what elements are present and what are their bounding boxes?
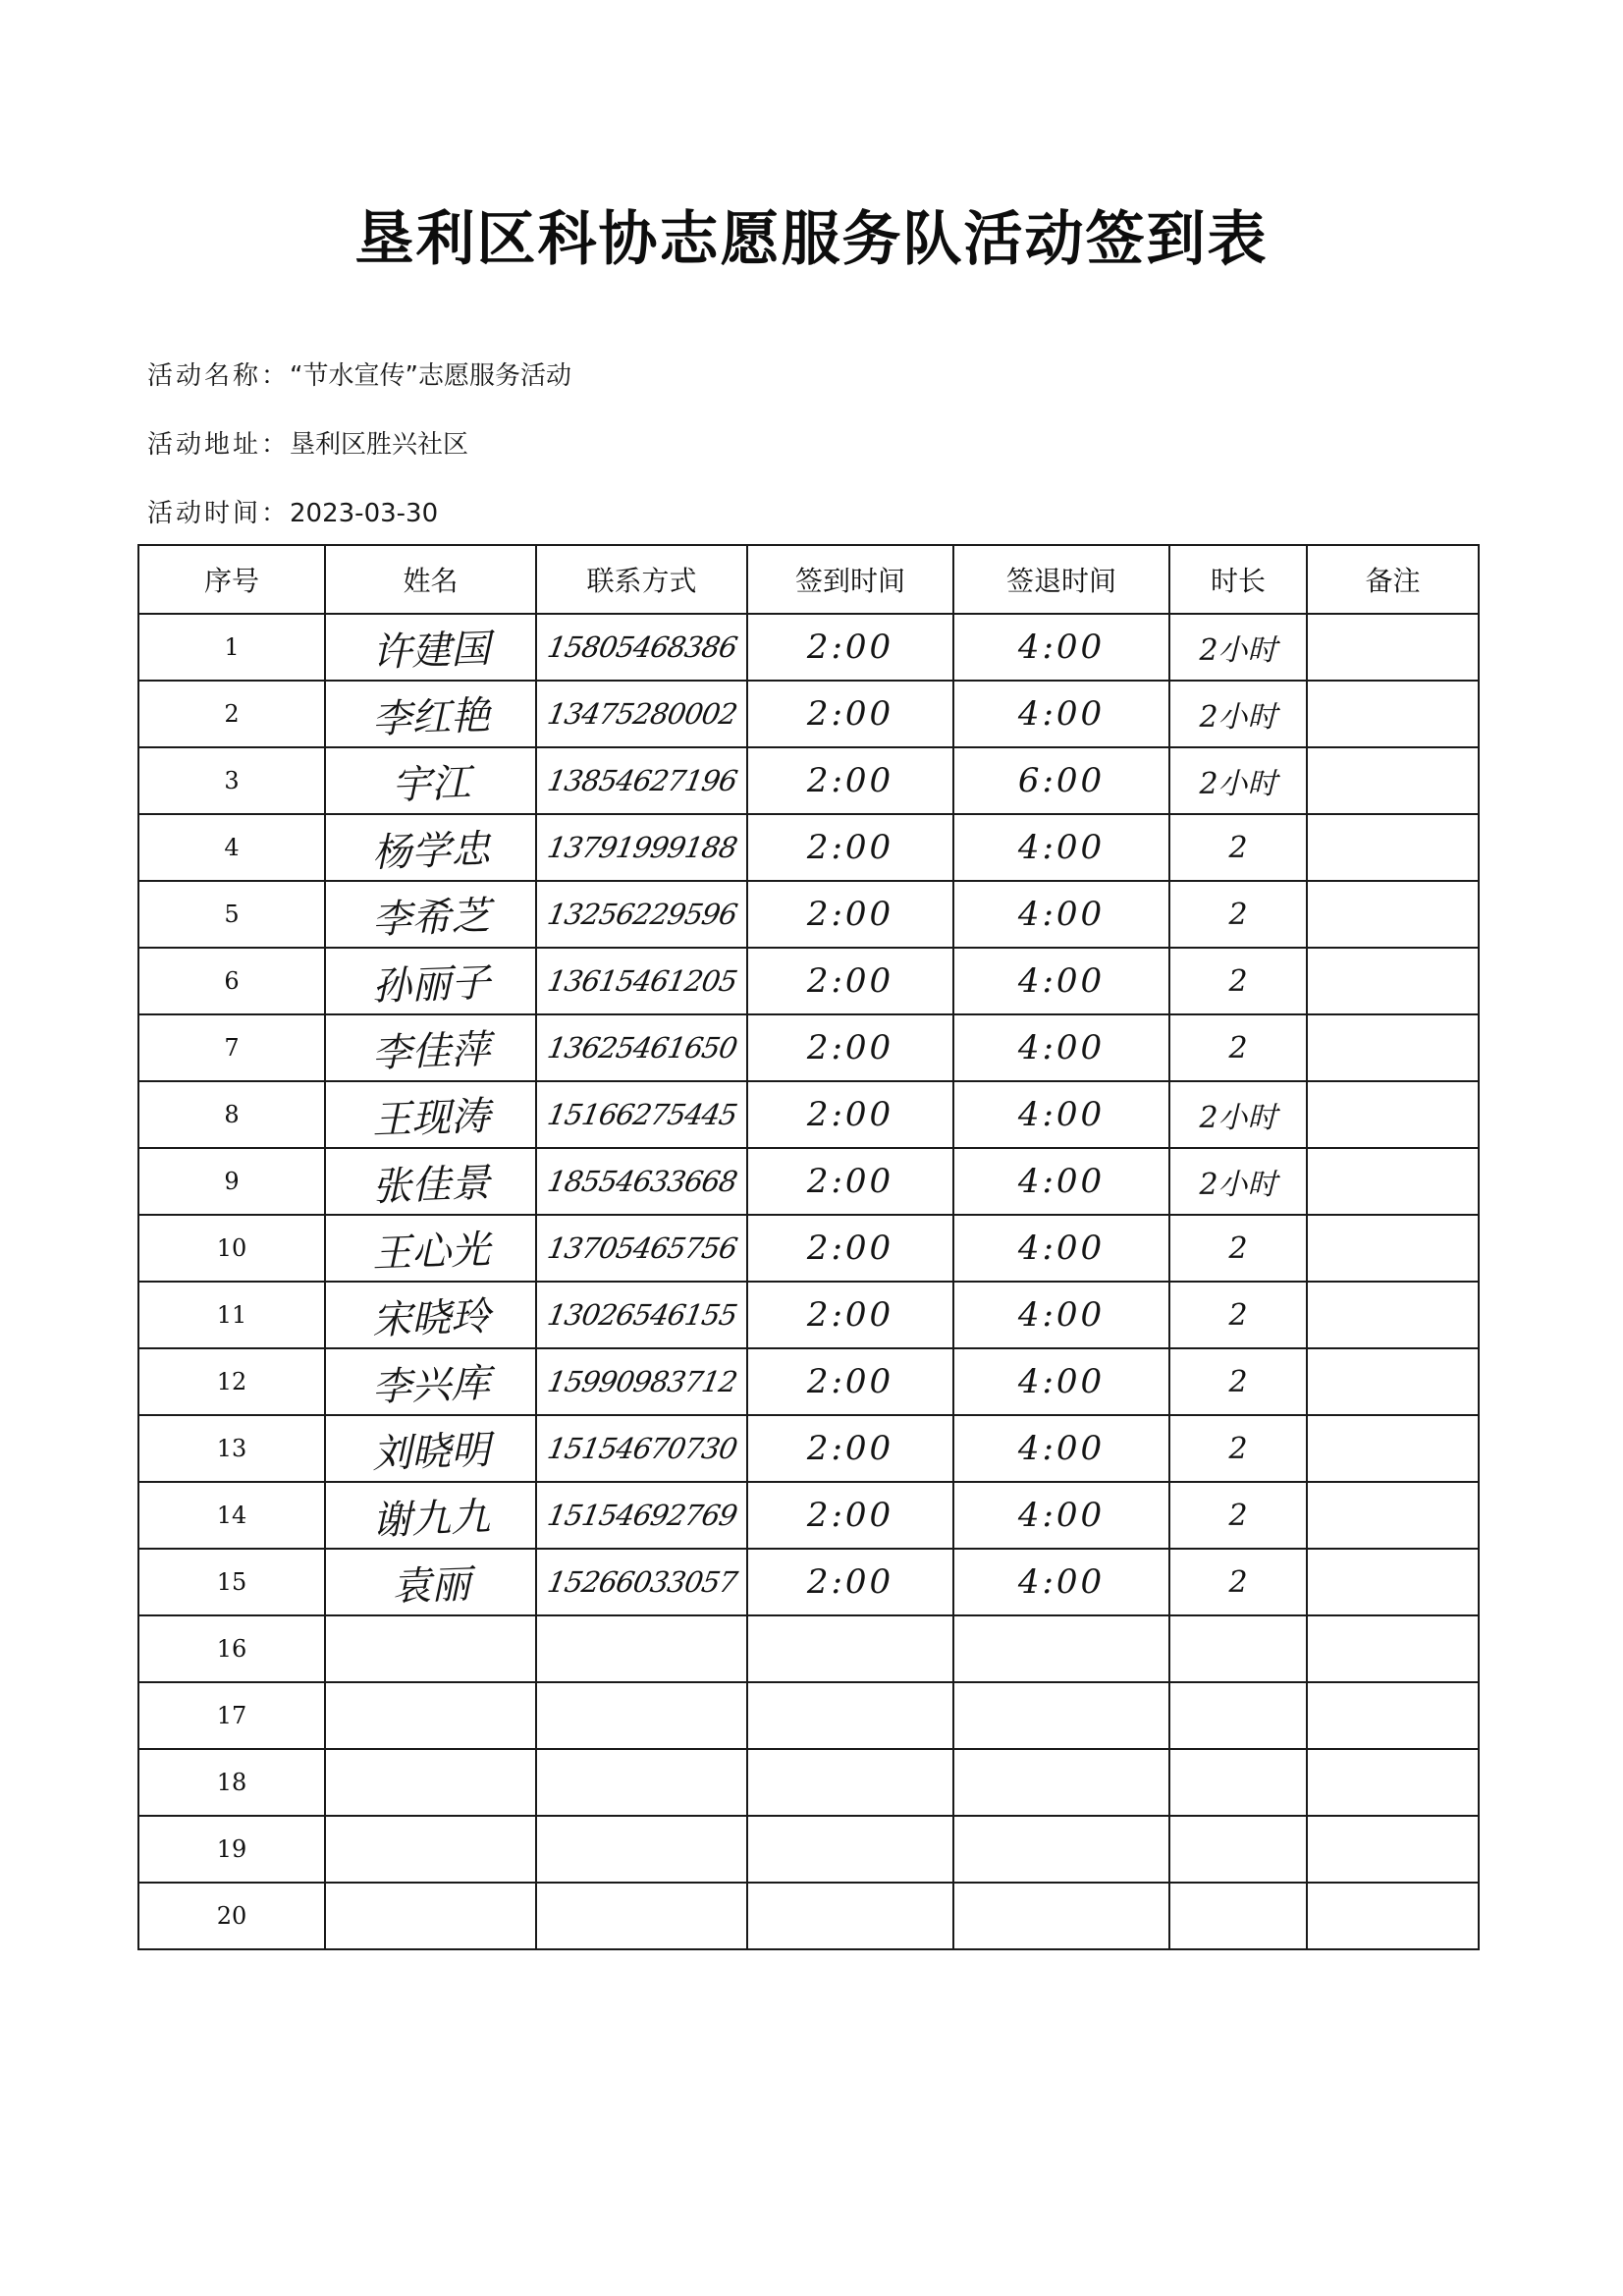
activity-name-line bbox=[147, 355, 571, 392]
cell-name-text: 张佳景 bbox=[370, 1160, 491, 1210]
table-row bbox=[138, 1148, 1479, 1215]
cell-duration-text: 2 bbox=[1228, 963, 1248, 999]
cell-seq: 10 bbox=[138, 1215, 325, 1282]
header-phone: 联系方式 bbox=[536, 545, 747, 614]
table-row bbox=[138, 1215, 1479, 1282]
cell-sign-in-time-text: 2:00 bbox=[806, 628, 894, 667]
cell-sign-in-time bbox=[747, 1549, 953, 1615]
cell-remark bbox=[1307, 1081, 1479, 1148]
cell-sign-out-time bbox=[953, 1883, 1169, 1949]
cell-sign-out-time bbox=[953, 1749, 1169, 1816]
header-seq: 序号 bbox=[138, 545, 325, 614]
cell-phone-text: 15166275445 bbox=[544, 1098, 739, 1131]
cell-sign-in-time bbox=[747, 1215, 953, 1282]
cell-sign-in-time-text: 2:00 bbox=[806, 1028, 894, 1067]
cell-remark bbox=[1307, 1148, 1479, 1215]
cell-phone-text: 13854627196 bbox=[544, 764, 739, 797]
cell-sign-out-time bbox=[953, 1348, 1169, 1415]
table-row bbox=[138, 1348, 1479, 1415]
cell-sign-in-time-text: 2:00 bbox=[806, 1562, 894, 1602]
cell-name bbox=[325, 614, 536, 681]
cell-remark bbox=[1307, 1749, 1479, 1816]
activity-address-line bbox=[147, 424, 468, 461]
cell-phone bbox=[536, 1215, 747, 1282]
cell-sign-out-time bbox=[953, 1148, 1169, 1215]
cell-sign-in-time-text: 2:00 bbox=[806, 1362, 894, 1401]
table-row bbox=[138, 948, 1479, 1014]
cell-name-text: 李红艳 bbox=[370, 692, 491, 742]
cell-remark bbox=[1307, 1615, 1479, 1682]
cell-sign-in-time bbox=[747, 1415, 953, 1482]
cell-remark bbox=[1307, 948, 1479, 1014]
cell-sign-out-time bbox=[953, 1816, 1169, 1883]
cell-seq: 17 bbox=[138, 1682, 325, 1749]
cell-sign-in-time bbox=[747, 948, 953, 1014]
cell-sign-out-time-text: 4:00 bbox=[1017, 1028, 1106, 1067]
cell-sign-in-time bbox=[747, 1883, 953, 1949]
cell-sign-in-time-text: 2:00 bbox=[806, 694, 894, 734]
cell-duration-text: 2小时 bbox=[1199, 1168, 1277, 1202]
cell-sign-in-time-text: 2:00 bbox=[806, 1295, 894, 1335]
activity-time-label: 活动时间： bbox=[147, 499, 291, 528]
table-row bbox=[138, 1749, 1479, 1816]
page-title: 垦利区科协志愿服务队活动签到表 bbox=[354, 205, 1269, 274]
cell-name bbox=[325, 1282, 536, 1348]
activity-time-value: 2023-03-30 bbox=[290, 499, 439, 528]
cell-duration bbox=[1169, 1749, 1307, 1816]
cell-sign-in-time bbox=[747, 1682, 953, 1749]
cell-name bbox=[325, 1816, 536, 1883]
cell-sign-out-time bbox=[953, 1282, 1169, 1348]
cell-remark bbox=[1307, 1215, 1479, 1282]
cell-name-text: 王心光 bbox=[370, 1227, 491, 1277]
cell-phone-text: 15154670730 bbox=[544, 1432, 739, 1465]
cell-phone bbox=[536, 1816, 747, 1883]
cell-sign-out-time-text: 4:00 bbox=[1017, 961, 1106, 1001]
cell-name-text: 许建国 bbox=[370, 626, 491, 676]
cell-phone bbox=[536, 1348, 747, 1415]
cell-sign-in-time-text: 2:00 bbox=[806, 1496, 894, 1535]
cell-sign-in-time bbox=[747, 747, 953, 814]
cell-duration-text: 2 bbox=[1228, 1030, 1248, 1066]
cell-remark bbox=[1307, 1415, 1479, 1482]
table-row bbox=[138, 1482, 1479, 1549]
cell-duration-text: 2小时 bbox=[1199, 633, 1277, 668]
cell-sign-out-time bbox=[953, 1215, 1169, 1282]
activity-name-value: “节水宣传”志愿服务活动 bbox=[290, 361, 571, 391]
cell-sign-out-time-text: 4:00 bbox=[1017, 694, 1106, 734]
table-row bbox=[138, 614, 1479, 681]
table-row bbox=[138, 1816, 1479, 1883]
cell-name bbox=[325, 1482, 536, 1549]
cell-name-text: 王现涛 bbox=[370, 1093, 491, 1143]
cell-duration bbox=[1169, 1816, 1307, 1883]
table-row bbox=[138, 681, 1479, 747]
cell-sign-in-time-text: 2:00 bbox=[806, 895, 894, 934]
cell-seq: 13 bbox=[138, 1415, 325, 1482]
cell-remark bbox=[1307, 1014, 1479, 1081]
header-name: 姓名 bbox=[325, 545, 536, 614]
table-header-row bbox=[138, 545, 1479, 614]
cell-sign-out-time-text: 4:00 bbox=[1017, 1496, 1106, 1535]
cell-duration bbox=[1169, 681, 1307, 747]
activity-time-line bbox=[147, 493, 438, 529]
cell-sign-out-time bbox=[953, 948, 1169, 1014]
cell-seq: 3 bbox=[138, 747, 325, 814]
cell-seq: 12 bbox=[138, 1348, 325, 1415]
cell-phone-text: 15990983712 bbox=[544, 1365, 739, 1398]
cell-duration bbox=[1169, 614, 1307, 681]
cell-name bbox=[325, 1615, 536, 1682]
table-row bbox=[138, 1682, 1479, 1749]
table-row bbox=[138, 881, 1479, 948]
cell-name bbox=[325, 814, 536, 881]
cell-sign-out-time bbox=[953, 1482, 1169, 1549]
cell-duration bbox=[1169, 747, 1307, 814]
cell-remark bbox=[1307, 814, 1479, 881]
cell-phone-text: 15266033057 bbox=[544, 1565, 739, 1599]
cell-sign-out-time bbox=[953, 614, 1169, 681]
cell-name-text: 孙丽子 bbox=[370, 959, 491, 1010]
cell-phone bbox=[536, 1549, 747, 1615]
cell-duration-text: 2小时 bbox=[1199, 700, 1277, 735]
cell-phone-text: 18554633668 bbox=[544, 1165, 739, 1198]
cell-name bbox=[325, 1682, 536, 1749]
header-sign-in-time: 签到时间 bbox=[747, 545, 953, 614]
cell-sign-in-time bbox=[747, 1148, 953, 1215]
cell-sign-out-time bbox=[953, 747, 1169, 814]
cell-phone-text: 13256229596 bbox=[544, 898, 739, 931]
cell-sign-in-time-text: 2:00 bbox=[806, 761, 894, 800]
cell-name bbox=[325, 1348, 536, 1415]
cell-sign-out-time-text: 4:00 bbox=[1017, 628, 1106, 667]
cell-sign-out-time bbox=[953, 1549, 1169, 1615]
cell-sign-in-time bbox=[747, 1014, 953, 1081]
cell-sign-in-time-text: 2:00 bbox=[806, 1095, 894, 1134]
table-row bbox=[138, 1081, 1479, 1148]
cell-phone bbox=[536, 681, 747, 747]
cell-remark bbox=[1307, 681, 1479, 747]
cell-sign-out-time-text: 4:00 bbox=[1017, 1295, 1106, 1335]
cell-duration-text: 2 bbox=[1228, 1230, 1248, 1266]
cell-name bbox=[325, 1081, 536, 1148]
cell-remark bbox=[1307, 1816, 1479, 1883]
cell-remark bbox=[1307, 881, 1479, 948]
cell-phone-text: 13026546155 bbox=[544, 1298, 739, 1332]
cell-phone bbox=[536, 814, 747, 881]
cell-name-text: 李兴库 bbox=[370, 1360, 491, 1410]
cell-phone bbox=[536, 1014, 747, 1081]
cell-name bbox=[325, 1215, 536, 1282]
cell-phone bbox=[536, 1081, 747, 1148]
cell-duration-text: 2 bbox=[1228, 1364, 1248, 1399]
table-row bbox=[138, 1415, 1479, 1482]
cell-sign-out-time-text: 4:00 bbox=[1017, 1562, 1106, 1602]
cell-duration bbox=[1169, 1883, 1307, 1949]
table-row bbox=[138, 1014, 1479, 1081]
cell-sign-out-time bbox=[953, 1014, 1169, 1081]
cell-sign-in-time bbox=[747, 881, 953, 948]
table-row bbox=[138, 1282, 1479, 1348]
cell-duration bbox=[1169, 1482, 1307, 1549]
cell-seq: 20 bbox=[138, 1883, 325, 1949]
cell-duration-text: 2小时 bbox=[1199, 767, 1277, 801]
cell-phone-text: 15805468386 bbox=[544, 630, 739, 664]
cell-duration bbox=[1169, 1081, 1307, 1148]
cell-sign-out-time-text: 6:00 bbox=[1017, 761, 1106, 800]
header-remark: 备注 bbox=[1307, 545, 1479, 614]
cell-remark bbox=[1307, 1482, 1479, 1549]
cell-phone bbox=[536, 1682, 747, 1749]
cell-phone bbox=[536, 1749, 747, 1816]
cell-phone-text: 13625461650 bbox=[544, 1031, 739, 1065]
cell-sign-out-time-text: 4:00 bbox=[1017, 1429, 1106, 1468]
cell-seq: 19 bbox=[138, 1816, 325, 1883]
cell-sign-in-time bbox=[747, 614, 953, 681]
cell-sign-out-time-text: 4:00 bbox=[1017, 828, 1106, 867]
cell-seq: 6 bbox=[138, 948, 325, 1014]
cell-name-text: 袁丽 bbox=[390, 1561, 471, 1610]
cell-duration-text: 2 bbox=[1228, 1498, 1248, 1533]
cell-name bbox=[325, 948, 536, 1014]
cell-name-text: 刘晓明 bbox=[370, 1427, 491, 1477]
cell-seq: 11 bbox=[138, 1282, 325, 1348]
cell-seq: 16 bbox=[138, 1615, 325, 1682]
cell-duration-text: 2小时 bbox=[1199, 1101, 1277, 1135]
cell-duration-text: 2 bbox=[1228, 897, 1248, 932]
table-row bbox=[138, 747, 1479, 814]
cell-sign-out-time-text: 4:00 bbox=[1017, 895, 1106, 934]
cell-sign-in-time bbox=[747, 1615, 953, 1682]
cell-seq: 9 bbox=[138, 1148, 325, 1215]
cell-sign-out-time-text: 4:00 bbox=[1017, 1229, 1106, 1268]
cell-sign-in-time bbox=[747, 1816, 953, 1883]
cell-duration bbox=[1169, 1148, 1307, 1215]
cell-phone bbox=[536, 948, 747, 1014]
cell-phone bbox=[536, 1148, 747, 1215]
cell-phone bbox=[536, 1615, 747, 1682]
activity-name-label: 活动名称： bbox=[147, 361, 291, 391]
table-row bbox=[138, 1549, 1479, 1615]
cell-remark bbox=[1307, 1348, 1479, 1415]
activity-address-value: 垦利区胜兴社区 bbox=[290, 430, 469, 460]
cell-phone bbox=[536, 1415, 747, 1482]
cell-duration-text: 2 bbox=[1228, 1297, 1248, 1333]
cell-duration bbox=[1169, 1549, 1307, 1615]
cell-sign-out-time bbox=[953, 1415, 1169, 1482]
cell-phone bbox=[536, 1282, 747, 1348]
cell-phone-text: 13615461205 bbox=[544, 964, 739, 998]
cell-sign-out-time bbox=[953, 1615, 1169, 1682]
cell-name-text: 李佳萍 bbox=[370, 1026, 491, 1076]
cell-sign-out-time-text: 4:00 bbox=[1017, 1162, 1106, 1201]
cell-seq: 18 bbox=[138, 1749, 325, 1816]
cell-duration bbox=[1169, 881, 1307, 948]
cell-duration bbox=[1169, 1348, 1307, 1415]
cell-sign-in-time bbox=[747, 1282, 953, 1348]
cell-phone bbox=[536, 1482, 747, 1549]
cell-seq: 8 bbox=[138, 1081, 325, 1148]
cell-phone bbox=[536, 747, 747, 814]
table-row bbox=[138, 814, 1479, 881]
cell-sign-in-time-text: 2:00 bbox=[806, 1162, 894, 1201]
cell-phone-text: 13475280002 bbox=[544, 697, 739, 731]
cell-sign-in-time bbox=[747, 1081, 953, 1148]
cell-seq: 4 bbox=[138, 814, 325, 881]
cell-duration bbox=[1169, 1682, 1307, 1749]
cell-duration bbox=[1169, 948, 1307, 1014]
cell-sign-in-time bbox=[747, 814, 953, 881]
cell-duration bbox=[1169, 1215, 1307, 1282]
cell-name-text: 李希芝 bbox=[370, 893, 491, 943]
cell-remark bbox=[1307, 1682, 1479, 1749]
cell-duration bbox=[1169, 1615, 1307, 1682]
activity-address-label: 活动地址： bbox=[147, 430, 291, 460]
table-row bbox=[138, 1615, 1479, 1682]
cell-name-text: 宇江 bbox=[390, 760, 471, 808]
cell-sign-in-time-text: 2:00 bbox=[806, 1229, 894, 1268]
cell-duration bbox=[1169, 1282, 1307, 1348]
cell-seq: 7 bbox=[138, 1014, 325, 1081]
cell-sign-out-time bbox=[953, 681, 1169, 747]
cell-phone-text: 13705465756 bbox=[544, 1231, 739, 1265]
cell-sign-out-time bbox=[953, 1682, 1169, 1749]
cell-name bbox=[325, 1415, 536, 1482]
header-duration: 时长 bbox=[1169, 545, 1307, 614]
cell-seq: 2 bbox=[138, 681, 325, 747]
cell-phone-text: 13791999188 bbox=[544, 831, 739, 864]
cell-name bbox=[325, 1549, 536, 1615]
cell-sign-in-time-text: 2:00 bbox=[806, 1429, 894, 1468]
cell-name-text: 宋晓玲 bbox=[370, 1293, 491, 1343]
header-sign-out-time: 签退时间 bbox=[953, 545, 1169, 614]
cell-duration-text: 2 bbox=[1228, 1431, 1248, 1466]
cell-name bbox=[325, 1883, 536, 1949]
cell-name-text: 杨学忠 bbox=[370, 826, 491, 876]
cell-seq: 1 bbox=[138, 614, 325, 681]
cell-sign-in-time-text: 2:00 bbox=[806, 828, 894, 867]
cell-sign-out-time bbox=[953, 814, 1169, 881]
cell-duration-text: 2 bbox=[1228, 1564, 1248, 1600]
cell-sign-out-time bbox=[953, 1081, 1169, 1148]
cell-duration bbox=[1169, 1014, 1307, 1081]
cell-remark bbox=[1307, 1549, 1479, 1615]
cell-name bbox=[325, 1749, 536, 1816]
cell-sign-out-time-text: 4:00 bbox=[1017, 1362, 1106, 1401]
cell-name bbox=[325, 1148, 536, 1215]
cell-name bbox=[325, 1014, 536, 1081]
cell-phone bbox=[536, 881, 747, 948]
cell-sign-in-time bbox=[747, 681, 953, 747]
cell-sign-in-time bbox=[747, 1482, 953, 1549]
cell-phone-text: 15154692769 bbox=[544, 1499, 739, 1532]
cell-name bbox=[325, 747, 536, 814]
table-row bbox=[138, 1883, 1479, 1949]
cell-remark bbox=[1307, 1883, 1479, 1949]
cell-name bbox=[325, 681, 536, 747]
cell-seq: 15 bbox=[138, 1549, 325, 1615]
cell-sign-out-time bbox=[953, 881, 1169, 948]
cell-duration bbox=[1169, 814, 1307, 881]
cell-phone bbox=[536, 614, 747, 681]
cell-remark bbox=[1307, 614, 1479, 681]
cell-name bbox=[325, 881, 536, 948]
cell-name-text: 谢九九 bbox=[370, 1494, 491, 1544]
cell-remark bbox=[1307, 747, 1479, 814]
cell-remark bbox=[1307, 1282, 1479, 1348]
cell-sign-in-time-text: 2:00 bbox=[806, 961, 894, 1001]
cell-sign-in-time bbox=[747, 1348, 953, 1415]
cell-duration bbox=[1169, 1415, 1307, 1482]
cell-seq: 5 bbox=[138, 881, 325, 948]
cell-phone bbox=[536, 1883, 747, 1949]
cell-sign-out-time-text: 4:00 bbox=[1017, 1095, 1106, 1134]
cell-seq: 14 bbox=[138, 1482, 325, 1549]
cell-duration-text: 2 bbox=[1228, 830, 1248, 865]
cell-sign-in-time bbox=[747, 1749, 953, 1816]
sign-in-table bbox=[137, 544, 1480, 1950]
